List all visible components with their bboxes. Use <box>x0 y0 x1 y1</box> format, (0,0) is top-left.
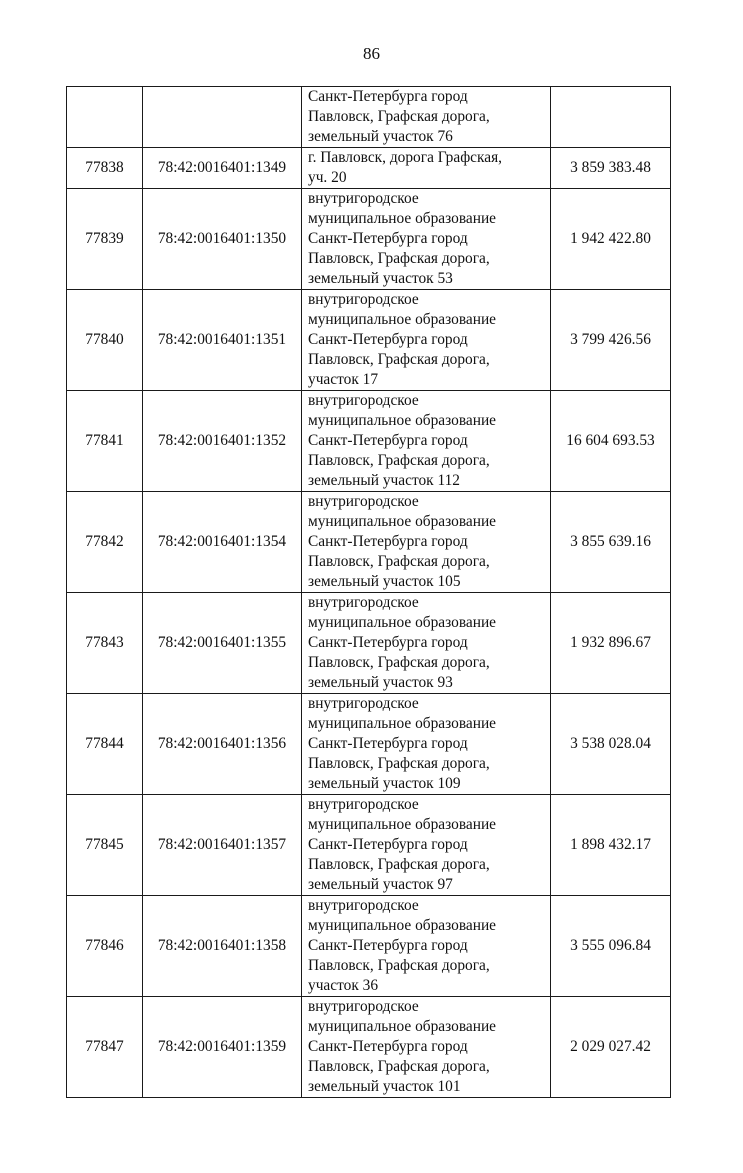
cadastral-number-cell: 78:42:0016401:1355 <box>143 593 302 694</box>
cadastral-value-cell: 1 932 896.67 <box>551 593 671 694</box>
address-cell: внутригородское муниципальное образование Санкт-Петербурга город Павловск, Графская дорога, земельный участок 93 <box>302 593 551 694</box>
cadastral-value-cell: 1 942 422.80 <box>551 189 671 290</box>
table-row <box>67 391 671 492</box>
cadastral-number-cell: 78:42:0016401:1356 <box>143 694 302 795</box>
cadastral-number-cell: 78:42:0016401:1352 <box>143 391 302 492</box>
table-row <box>67 694 671 795</box>
cadastral-number-cell <box>143 87 302 148</box>
table-row <box>67 997 671 1098</box>
table-row <box>67 87 671 148</box>
cadastral-value-cell: 3 855 639.16 <box>551 492 671 593</box>
page-number: 86 <box>363 44 380 63</box>
table-row <box>67 795 671 896</box>
address-cell: внутригородское муниципальное образование Санкт-Петербурга город Павловск, Графская дорога, участок 36 <box>302 896 551 997</box>
cadastral-number-cell: 78:42:0016401:1357 <box>143 795 302 896</box>
row-number-cell: 77842 <box>67 492 143 593</box>
address-cell: внутригородское муниципальное образование Санкт-Петербурга город Павловск, Графская дорога, земельный участок 105 <box>302 492 551 593</box>
address-cell: внутригородское муниципальное образование Санкт-Петербурга город Павловск, Графская дорога, участок 17 <box>302 290 551 391</box>
cadastral-value-cell: 1 898 432.17 <box>551 795 671 896</box>
cadastral-value-cell: 2 029 027.42 <box>551 997 671 1098</box>
cadastral-value-cell: 3 555 096.84 <box>551 896 671 997</box>
address-cell: Санкт-Петербурга город Павловск, Графская дорога, земельный участок 76 <box>302 87 551 148</box>
row-number-cell: 77840 <box>67 290 143 391</box>
address-cell: внутригородское муниципальное образование Санкт-Петербурга город Павловск, Графская дорога, земельный участок 109 <box>302 694 551 795</box>
table-row <box>67 593 671 694</box>
table-row <box>67 189 671 290</box>
cadastral-value-cell <box>551 87 671 148</box>
table-row <box>67 148 671 189</box>
table-row <box>67 290 671 391</box>
table-row <box>67 492 671 593</box>
row-number-cell: 77841 <box>67 391 143 492</box>
row-number-cell: 77839 <box>67 189 143 290</box>
cadastral-number-cell: 78:42:0016401:1351 <box>143 290 302 391</box>
row-number-cell: 77844 <box>67 694 143 795</box>
row-number-cell: 77847 <box>67 997 143 1098</box>
cadastral-value-cell: 3 859 383.48 <box>551 148 671 189</box>
cadastral-number-cell: 78:42:0016401:1358 <box>143 896 302 997</box>
cadastral-number-cell: 78:42:0016401:1354 <box>143 492 302 593</box>
table-row <box>67 896 671 997</box>
address-cell: внутригородское муниципальное образование Санкт-Петербурга город Павловск, Графская дорога, земельный участок 53 <box>302 189 551 290</box>
address-cell: г. Павловск, дорога Графская, уч. 20 <box>302 148 551 189</box>
cadastral-value-cell: 3 799 426.56 <box>551 290 671 391</box>
address-cell: внутригородское муниципальное образование Санкт-Петербурга город Павловск, Графская дорога, земельный участок 101 <box>302 997 551 1098</box>
address-cell: внутригородское муниципальное образование Санкт-Петербурга город Павловск, Графская дорога, земельный участок 97 <box>302 795 551 896</box>
address-cell: внутригородское муниципальное образование Санкт-Петербурга город Павловск, Графская дорога, земельный участок 112 <box>302 391 551 492</box>
cadastral-number-cell: 78:42:0016401:1350 <box>143 189 302 290</box>
row-number-cell: 77838 <box>67 148 143 189</box>
cadastral-number-cell: 78:42:0016401:1349 <box>143 148 302 189</box>
row-number-cell: 77843 <box>67 593 143 694</box>
row-number-cell: 77845 <box>67 795 143 896</box>
cadastral-value-cell: 3 538 028.04 <box>551 694 671 795</box>
row-number-cell <box>67 87 143 148</box>
row-number-cell: 77846 <box>67 896 143 997</box>
cadastral-number-cell: 78:42:0016401:1359 <box>143 997 302 1098</box>
land-plot-table <box>66 86 671 1098</box>
cadastral-value-cell: 16 604 693.53 <box>551 391 671 492</box>
